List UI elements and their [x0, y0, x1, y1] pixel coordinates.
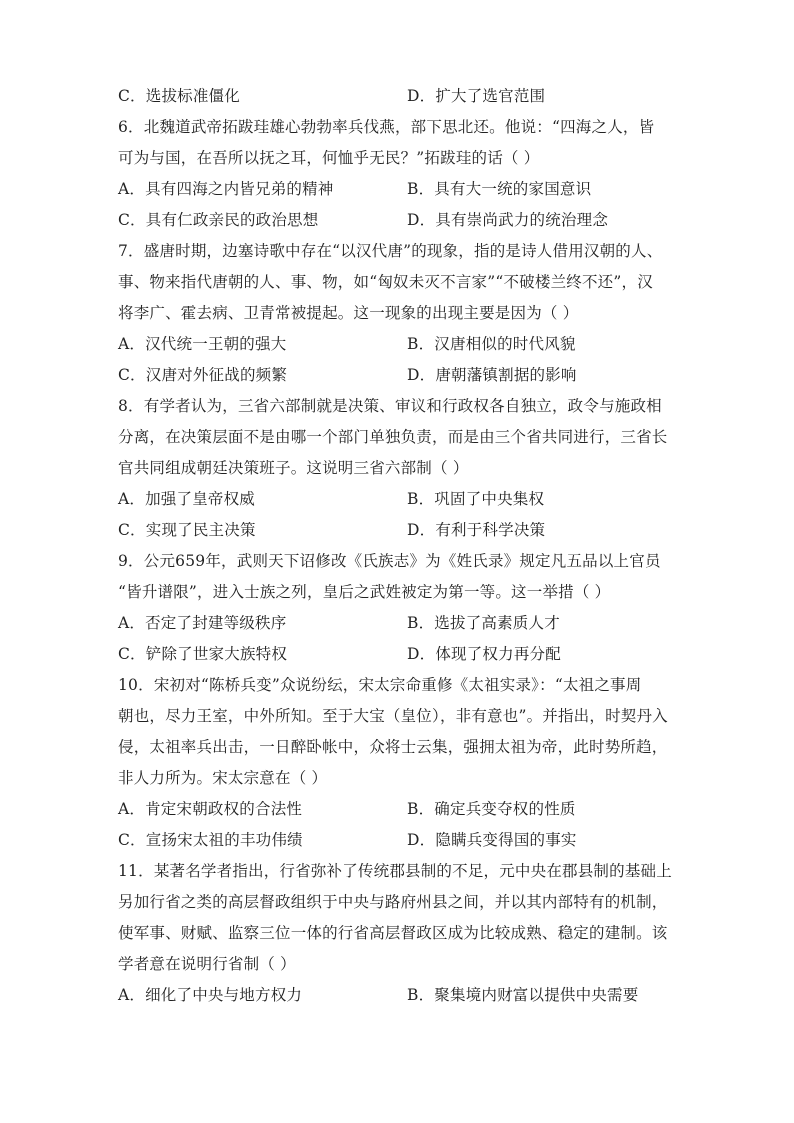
q10-stem-line2: 朝也，尽力王室，中外所知。至于大宝（皇位），非有意也”。并指出，时契丹入 [118, 707, 668, 725]
q10-stem-line4: 非人力所为。宋太宗意在（ ） [118, 769, 328, 787]
q11-option-a: A．细化了中央与地方权力 [118, 986, 303, 1004]
q10-option-a: A．肯定宋朝政权的合法性 [118, 800, 303, 818]
q9-option-d: D．体现了权力再分配 [407, 645, 561, 663]
q7-option-b: B．汉唐相似的时代风貌 [407, 335, 576, 353]
q7-stem-line1: 7．盛唐时期，边塞诗歌中存在“以汉代唐”的现象，指的是诗人借用汉朝的人、 [118, 242, 663, 260]
q11-stem-line4: 学者意在说明行省制（ ） [118, 955, 296, 973]
q6-option-a: A．具有四海之内皆兄弟的精神 [118, 180, 334, 198]
q9-stem-line2: “皆升谱限”，进入士族之列，皇后之武姓被定为第一等。这一举措（ ） [118, 583, 611, 601]
q7-stem-line3: 将李广、霍去病、卫青常被提起。这一现象的出现主要是因为（ ） [118, 304, 579, 322]
q11-stem-line2: 另加行省之类的高层督政组织于中央与路府州县之间，并以其内部特有的机制， [118, 893, 668, 911]
q11-stem-line1: 11．某著名学者指出，行省弥补了传统郡县制的不足，元中央在郡县制的基础上 [118, 862, 672, 880]
q9-option-c: C．铲除了世家大族特权 [118, 645, 288, 663]
q8-stem-line3: 官共同组成朝廷决策班子。这说明三省六部制（ ） [118, 459, 469, 477]
q10-option-c: C．宣扬宋太祖的丰功伟绩 [118, 831, 303, 849]
q6-option-b: B．具有大一统的家国意识 [407, 180, 592, 198]
q7-stem-line2: 事、物来指代唐朝的人、事、物，如“匈奴未灭不言家”“不破楼兰终不还”，汉 [118, 273, 653, 291]
q11-stem-line3: 使军事、财赋、监察三位一体的行省高层督政区成为比较成熟、稳定的建制。该 [118, 924, 668, 942]
q8-option-d: D．有利于科学决策 [407, 521, 546, 539]
q10-option-d: D．隐瞒兵变得国的事实 [407, 831, 577, 849]
q7-option-c: C．汉唐对外征战的频繁 [118, 366, 288, 384]
q6-stem-line2: 可为与国，在吾所以抚之耳，何恤乎无民？”拓跋珪的话（ ） [118, 149, 540, 167]
q7-option-a: A．汉代统一王朝的强大 [118, 335, 287, 353]
q11-option-b: B．聚集境内财富以提供中央需要 [407, 986, 639, 1004]
q8-option-b: B．巩固了中央集权 [407, 490, 545, 508]
q10-stem-line3: 侵，太祖率兵出击，一日醉卧帐中，众将士云集，强拥太祖为帝，此时势所趋， [118, 738, 668, 756]
q6-option-c: C．具有仁政亲民的政治思想 [118, 211, 319, 229]
q8-stem-line1: 8．有学者认为，三省六部制就是决策、审议和行政权各自独立，政令与施政相 [118, 397, 662, 415]
q7-option-d: D．唐朝藩镇割据的影响 [407, 366, 577, 384]
q9-stem-line1: 9．公元659年，武则天下诏修改《氏族志》为《姓氏录》规定凡五品以上官员 [118, 552, 661, 570]
q8-stem-line2: 分离，在决策层面不是由哪一个部门单独负责，而是由三个省共同进行，三省长 [118, 428, 668, 446]
q9-option-b: B．选拔了高素质人才 [407, 614, 560, 632]
q6-stem-line1: 6．北魏道武帝拓跋珪雄心勃勃率兵伐燕，部下思北还。他说：“四海之人，皆 [118, 118, 655, 136]
q9-option-a: A．否定了封建等级秩序 [118, 614, 287, 632]
q5-option-d: D．扩大了选官范围 [407, 87, 546, 105]
q6-option-d: D．具有崇尚武力的统治理念 [407, 211, 609, 229]
q5-option-c: C．选拔标准僵化 [118, 87, 240, 105]
q10-option-b: B．确定兵变夺权的性质 [407, 800, 576, 818]
q8-option-c: C．实现了民主决策 [118, 521, 256, 539]
q8-option-a: A．加强了皇帝权威 [118, 490, 255, 508]
q10-stem-line1: 10．宋初对“陈桥兵变”众说纷纭，宋太宗命重修《太祖实录》：“太祖之事周 [118, 676, 642, 694]
